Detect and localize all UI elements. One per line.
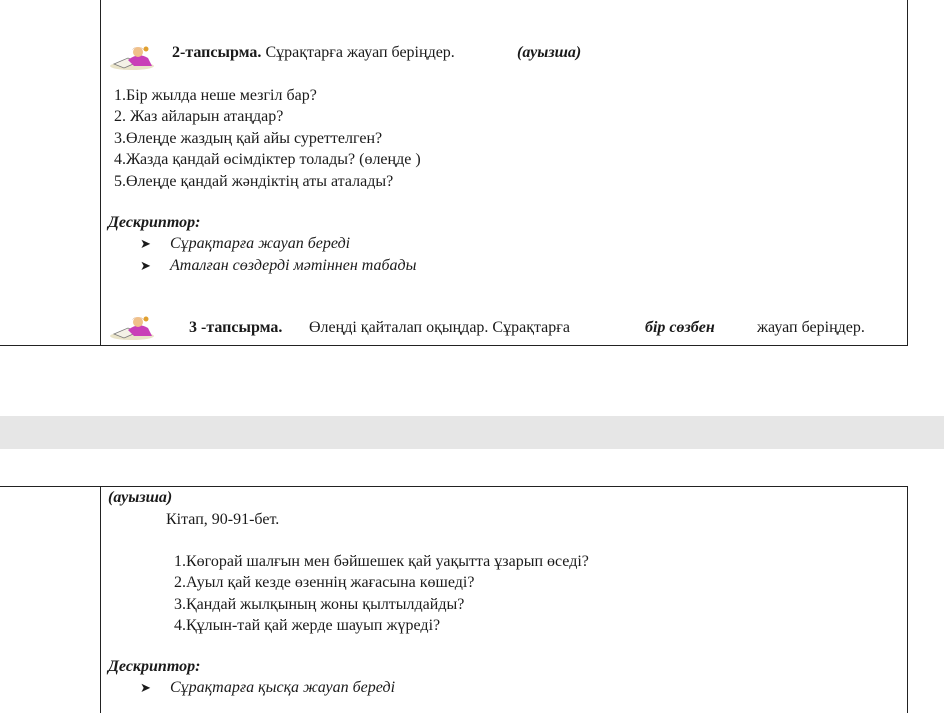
page-gap (0, 416, 944, 449)
table-border-right (907, 486, 908, 713)
table-border-right (907, 0, 908, 346)
task2-title: 2-тапсырма. (172, 44, 262, 61)
task2-question-2: 2. Жаз айларын атаңдар? (114, 108, 284, 125)
task3-descriptor-1: Сұрақтарға қысқа жауап береді (170, 679, 396, 696)
task2-instruction: Сұрақтарға жауап беріңдер. (265, 44, 455, 61)
task3-instruction-bold: бір сөзбен (645, 319, 715, 336)
bullet-arrow-icon: ➤ (140, 258, 151, 273)
task3-question-2: 2.Ауыл қай кезде өзеннің жағасына көшеді? (174, 574, 475, 591)
table-border-left (100, 486, 101, 713)
task2-question-5: 5.Өлеңде қандай жәндіктің аты аталады? (114, 173, 394, 190)
task3-mode: (ауызша) (108, 489, 173, 506)
task3-question-4: 4.Құлын-тай қай жерде шауып жүреді? (174, 617, 441, 634)
reading-person-icon (108, 44, 156, 70)
task2-descriptor-label: Дескриптор: (108, 214, 201, 231)
task3-instruction-a: Өлеңді қайталап оқыңдар. Сұрақтарға (309, 319, 570, 336)
bullet-arrow-icon: ➤ (140, 236, 151, 251)
document-page-2 (0, 449, 944, 713)
task2-mode: (ауызша) (517, 44, 582, 61)
task3-question-3: 3.Қандай жылқының жоны қылтылдайды? (174, 596, 465, 613)
task2-question-4: 4.Жазда қандай өсімдіктер толады? (өлеңде ) (114, 151, 421, 168)
task3-descriptor-label: Дескриптор: (108, 658, 201, 675)
book-reference: Кітап, 90-91-бет. (166, 511, 280, 528)
bullet-arrow-icon: ➤ (140, 680, 151, 695)
task3-question-1: 1.Көгорай шалғын мен бәйшешек қай уақытта ұзарып өседі? (174, 553, 589, 570)
reading-person-icon (108, 314, 156, 340)
task3-instruction-b: жауап беріңдер. (757, 319, 865, 336)
task3-title: 3 -тапсырма. (189, 319, 283, 336)
table-border-bottom (0, 345, 908, 346)
task2-question-1: 1.Бір жылда неше мезгіл бар? (114, 87, 317, 104)
task2-descriptor-2: Аталған сөздерді мәтіннен табады (170, 257, 417, 274)
table-border-left (100, 0, 101, 346)
table-border-top (0, 486, 908, 487)
task2-question-3: 3.Өлеңде жаздың қай айы суреттелген? (114, 130, 383, 147)
task2-descriptor-1: Сұрақтарға жауап береді (170, 235, 351, 252)
